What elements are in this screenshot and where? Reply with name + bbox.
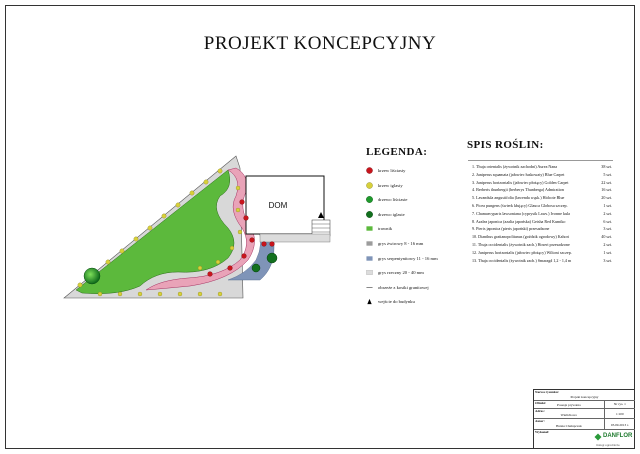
divider [468,160,613,161]
serpentine-swatch-icon [366,255,373,262]
garden-plan [60,148,350,328]
page-title: PROJEKT KONCEPCYJNY [203,33,437,54]
conifer-tree [267,253,277,263]
legend-item: grys serpentynitowy 11 - 16 mm [366,254,466,269]
house-label: DOM [268,201,288,210]
conifer-tree [252,264,260,272]
company-logo-icon [594,433,602,441]
list-item: 12. Juniperus horizontalis (jałowiec płożący) Wiltoni szczep. 1 szt. [472,249,612,255]
red-shrub-icon [366,167,373,174]
legend-item: grys żwirowy 8 - 16 mm [366,239,466,254]
list-item: 1. Thuja orientalis (żywotnik zachodni) Aurea Nana 38 szt. [472,164,612,169]
legend-item: wejście do budynku [366,297,466,312]
yellow-shrub-icon [366,182,373,189]
legend-item: krzew liściasty [366,166,466,181]
list-item: 10. Dianthus gratianopolitanus (goździk ogrodowy) Kahori 40 szt. [472,234,612,240]
list-item: 13. Thuja occidentalis (żywotnik zach.) Smaragd 1,2 - 1,4 m 3 szt. [472,257,612,263]
list-item: 5. Lavandula angustifolia (lawenda wąsk.) Hidcote Blue 20 szt. [472,195,612,201]
list-item: 3. Juniperus horizontalis (jałowiec płożący) Golden Carpet 22 szt. [472,179,612,185]
legend-item: drzewo iglaste [366,210,466,225]
river-gravel-swatch-icon [366,269,373,276]
list-item: 8. Azalea japonica (azalia japońska) Geisha Red Kumiko 6 szt. [472,218,612,224]
entrance-arrow-icon [366,298,373,305]
list-item: 7. Chamaecyparis lawsoniana (cyprysik Laws.) Ivonne kula 2 szt. [472,210,612,216]
plant-list [472,164,612,265]
plant-list-title: SPIS ROŚLIN: [467,139,544,151]
legend [366,166,466,312]
legend-item: grys rzeczny 20 - 40 mm [366,268,466,283]
legend-item: trawnik [366,224,466,239]
list-item: 11. Thuja occidentalis (żywotnik zach.) Hoseri przesadzone 2 szt. [472,241,612,247]
legend-item: krzew iglasty [366,181,466,196]
lawn-swatch-icon [366,225,373,232]
green-tree-icon [366,196,373,203]
list-item: 9. Pieris japonica (pieris japoński) przesadzone 3 szt. [472,226,612,232]
title-block: Nazwa rysunku: Projekt koncepcyjny Obiekt: Posesja prywatna Nr rys. 1 Adres: Wielichowo 1:100 Autor: Hanna Chałupczak 03.09.2013 r. Wykonał: DANFLOR Usługi ogrodnicze [533,389,635,449]
deciduous-tree [84,268,100,284]
conifer-tree-icon [366,211,373,218]
legend-item: drzewo liściaste [366,195,466,210]
gravel-swatch-icon [366,240,373,247]
garden-path [260,234,330,242]
list-item: 2. Juniperus squamata (jałowiec łuskowaty) Blue Carpet 5 szt. [472,171,612,177]
list-item: 6. Picea pungens (świerk kłujący) Glauca Globosa szczep. 1 szt. [472,202,612,208]
list-item: 4. Berberis thunbergii (berberys Thunberga) Admiration 16 szt. [472,187,612,193]
legend-item: obrzeże z kostki granitowej [366,283,466,298]
legend-title: LEGENDA: [366,146,428,158]
border-line-icon [366,284,373,291]
